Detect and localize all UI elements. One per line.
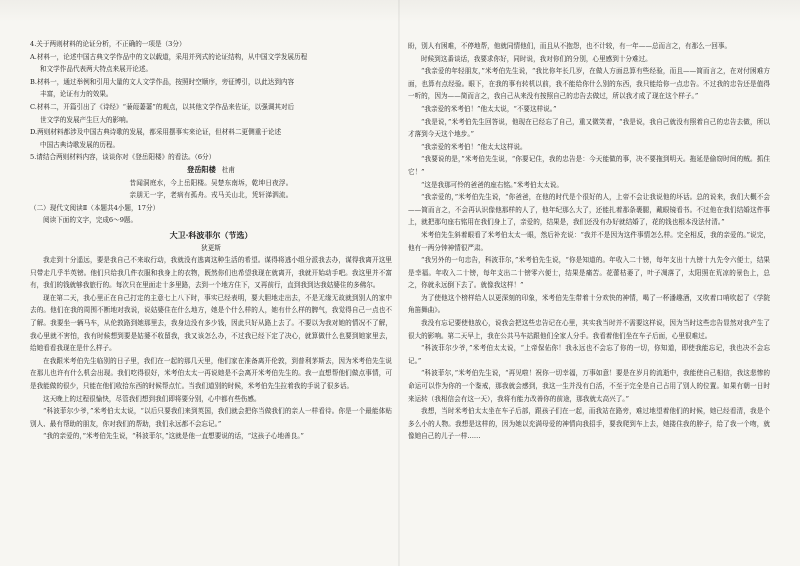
- right-column: [408, 40, 770, 443]
- reading-instruction: 阅读下面的文字，完成6～9题。: [43, 216, 138, 225]
- story-paragraph-r11: “我另外的一句忠告，科波菲尔，”米考伯先生说，“你是知道的。年收入二十镑，每年支出十九镑十九先令六便士，结果是幸福。年收入二十镑，每年支出二十镑零六便士，结果是痛苦。花蕾枯萎了，叶子凋落了，太阳照在荒凉的景色上，总之，你就永远倒下去了。就像我这样！”: [408, 256, 770, 290]
- story-paragraph-4: 这天晚上的过程很愉快，尽管我们想到我们即将要分别，心中都有些伤感。: [43, 394, 261, 403]
- story-paragraph-r6: “我亲爱的米考伯！”他太太这样说。: [421, 142, 527, 151]
- left-column: [30, 38, 392, 443]
- option-c: C.材料二，开篇引出了《诗经》“蒹葭萋萋”的观点，以其他文学作品来佐证，以强调其对后 世文学的发展产生巨大的影响。: [30, 102, 295, 124]
- story-paragraph-r13: 我没有忘记要使他放心，说我会把这些忠告记在心里，其实我当时并不需要这样说，因为当时这些忠告显然对我产生了很大的影响。第二天早上，我在公共马车站跟他们全家人分手。我看着他们坐在车子后面，心里很难过。: [408, 319, 770, 340]
- story-paragraph-r2: 时候到这番谈话，我要求你好，同时说，我对你们的分别，心里感到十分难过。: [421, 54, 652, 63]
- story-paragraph-r1: 盼，别人有困难，不停地帮，他就同情他们，而且从不抱怨，也不计较，有一年——总而言之，有那么一回事。: [408, 42, 732, 50]
- story-paragraph-r9: “我亲爱的，”米考伯先生说，“你爸爸，在他的时代是个很好的人，上帝不会让我说他的坏话。总的说来，我们大概不会——简而言之，不会再认识像他那样的人了，他年纪那么大了，还能扎着那条裹腿，戴眼镜看书。不过他在我们结婚这件事上，就把那句座右铭用在我们身上了，亲爱的，结果是，我们还没有办好就结婚了，花的钱也根本没法付清。”: [408, 193, 770, 227]
- option-b: B.材料一，通过举例和引用大量的文人文学作品，按照时空顺序，旁征博引，以此达到内容 丰富，论证有力的效果。: [30, 77, 295, 99]
- poem-line-2: 亲朋无一字，老病有孤舟。戎马关山北，凭轩涕泗流。: [129, 191, 293, 200]
- page-fold: [398, 0, 400, 566]
- story-paragraph-2: 现在第二天，我心里正在自己打定的主意七上八下时，事实已经表明，要大胆地走出去，不是无缘无故就到别人的家中去的。他们在我的周围不断地对我说，说姑婆住在什么地方，她是个什么样的人，她有什么样的脾气，我觉得自己一点也不了解。我要坐一辆马车，从伦敦路到她那里去，我身边没有多少钱，因此只好从路上去了。不要以为我对她的情况不了解，我心里就不害怕，我有时候想到要是姑婆不收留我，我又该怎么办，不过我已经下定了决心，就算做什么也要到她家里去，给她看看我现在是什么样子。: [30, 293, 392, 353]
- story-paragraph-r10: 米考伯先生斜着眼看了米考伯太太一眼，然后补充说：“我并不是因为这件事情怎么样。完全相反，我的亲爱的。”说完，他有一两分钟神情很严肃。: [408, 230, 770, 252]
- story-paragraph-6: “我的亲爱的，”米考伯先生说，“科波菲尔，”这就是他一直想要说的话，“这孩子心地善良。”: [43, 432, 304, 441]
- story-paragraph-r4: “我亲爱的米考伯！”他太太说，“不要这样说。”: [421, 104, 557, 113]
- poem-title: 登岳阳楼: [187, 164, 216, 174]
- story-paragraph-r15: “科波菲尔，”米考伯先生说，“再见啦！祝你一切幸福，万事如意！要是在岁月的流逝中，我能使自己相信，我这悲惨的命运可以作为你的一个鉴戒，那我就会感到，我这一生并没有白活，不至于完全是自己占用了别人的位置。如果有朝一日时来运转（我相信会有这一天），我将有能力改善你的前途，那我就太高兴了。”: [408, 369, 770, 403]
- story-paragraph-r7: “我要说的是，”米考伯先生说，“你要记住，我的忠告是：今天能做的事，决不要拖到明天。拖延是偷窃时间的贼。抓住它！”: [408, 155, 770, 176]
- story-author: 狄更斯: [201, 243, 221, 252]
- story-paragraph-r3: “我亲爱的年轻朋友，”米考伯先生说，“我比你年长几岁，在做人方面总算有些经验，而且——简而言之，在对付困难方面，也算有点经验。眼下，在我的事有转机以前，我不能给你什么别的东西，我只能给你一点忠告。不过我的忠告还是值得一听的，因为——简而言之，我自己从来没有按照自己的忠告去做过，所以我才成了现在这个样子。”: [408, 67, 770, 101]
- story-paragraph-r14: “科波菲尔少爷，”米考伯太太说，“上帝保佑你！我永远也不会忘了你的一切，你知道，即使我能忘记，我也决不会忘记。”: [408, 344, 770, 365]
- poem-heading: [30, 164, 392, 177]
- question-4-stem: 4.关于两则材料的论证分析，不正确的一项是（3分）: [30, 40, 186, 48]
- story-paragraph-r8: “这是我那可怜的爸爸的座右铭。”米考伯太太说。: [421, 180, 563, 189]
- story-title: 大卫·科波菲尔（节选）: [169, 229, 253, 240]
- question-5-stem: 5.请结合两则材料内容，谈谈你对《登岳阳楼》的看法。（6分）: [30, 153, 216, 162]
- story-paragraph-r12: 为了使他这个榜样给人以更深刻的印象，米考伯先生带着十分欢快的神情，喝了一杯潘趣酒，又吹着口哨吹起了《学院角笛舞曲》。: [408, 293, 770, 315]
- poem-author: 杜甫: [221, 165, 235, 174]
- poem-line-1: 昔闻洞庭水，今上岳阳楼。吴楚东南坼，乾坤日夜浮。: [129, 178, 293, 187]
- section-heading: （二）现代文阅读Ⅱ（本题共4小题，17分）: [30, 203, 160, 212]
- story-paragraph-r5: “我是说，”米考伯先生回答说，他现在已经忘了自己，重又微笑着，“我是说，我自己就没有照着自己的忠告去做，所以才落到今天这个地步。”: [408, 117, 770, 139]
- page-shadow: [0, 0, 800, 22]
- story-paragraph-1: 我走到十分遥远，要是我自己不来取行动，我就没有逃离这种生活的希望。谋得将逃小组分派我去办，谋得我离开这里只带走几乎半英镑。他们只给我几件衣服和我身上的衣物，既然你们也希望我现在就离开，我就开始动手吧。我这里并不富有，我们的钱就够我旅行的。每次只在里面走十多里路，去到一个地方住下，又再前行，直到我到达我姑婆住的多佛尔。: [30, 256, 392, 290]
- story-paragraph-3: 在我跟米考伯先生临别的日子里，我们在一起的那几天里，他们家在准备离开伦敦，到普利茅斯去，因为米考伯先生说在那儿也许有什么机会出现。我们吃得很好，米考伯太太一再说她是不会离开米考伯先生的。我一直想帮他们做点事情，可是我能做的很少，只能在他们收拾东西的时候帮点忙。当我们道别的时候，米考伯先生拉着我的手说了很多话。: [30, 356, 392, 391]
- option-d: D.两则材料都涉及中国古典诗歌的发展，都采用摆事实来论证，但材料二更侧重于论述 中国古典诗歌发展的历程。: [30, 128, 282, 149]
- option-a: A.材料一，论述中国古典文学作品中的文以载道，采用并列式的论证结构，从中国文学发展历程 和文学作品代表两大特点来展开论述。: [30, 52, 308, 74]
- story-paragraph-r16: 我想，当时米考伯太太坐在车子后部，跟孩子们在一起，而我站在路旁，难过地望着他们的时候，她已经看清，我是个多么小的人物。我想是这样的，因为她以充满母爱的神情向我招手，要我爬到车上去，她搂住我的脖子，给了我一个吻，就像她自己的儿子一样……: [408, 407, 770, 441]
- story-paragraph-5: “科波菲尔少爷，”米考伯太太说，“以后只要我们来到英国，我们就会把你当做我们的亲人一样看待。你是一个最能体贴别人、最有帮助的朋友，你对我们的帮助，我们永远都不会忘记。”: [30, 407, 392, 428]
